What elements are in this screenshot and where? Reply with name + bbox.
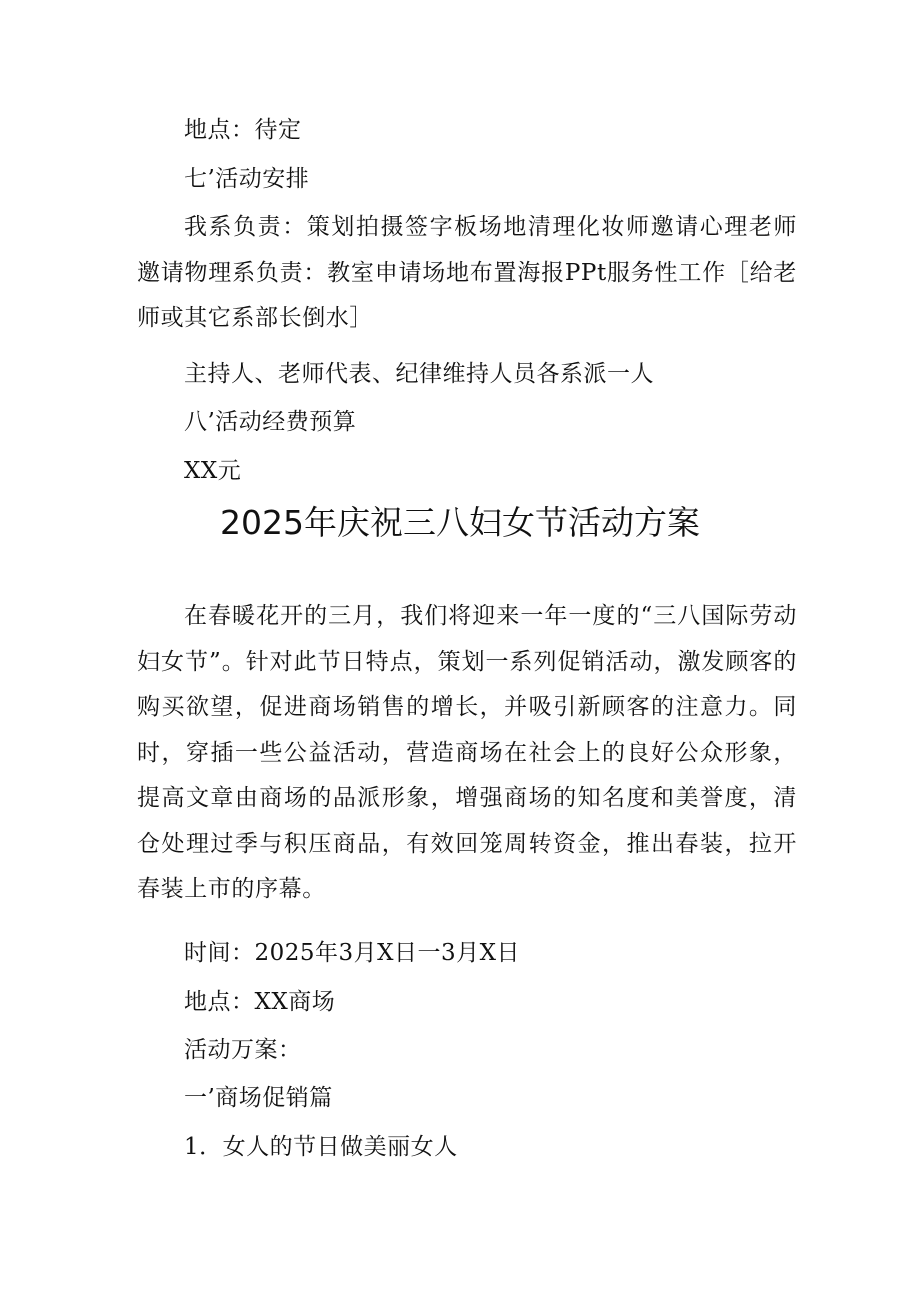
staff-line: 主持人、老师代表、纪律维持人员各系派一人	[184, 361, 654, 387]
budget-line: XX元	[184, 458, 242, 484]
time-line: 时间：2025年3月X日一3月X日	[184, 940, 521, 966]
item-1-line: 1．女人的节日做美丽女人	[184, 1134, 458, 1160]
part-1-heading: 一’商场促销篇	[184, 1085, 333, 1111]
intro-paragraph: 在春暖花开的三月，我们将迎来一年一度的“三八国际劳动妇女节”。针对此节日特点，策划一系列促销活动，激发顾客的购买欲望，促进商场销售的增长，并吸引新顾客的注意力。同时，穿插一些公益活动，营造商场在社会上的良好公众形象，提高文章由商场的品派形象，增强商场的知名度和美誉度，清仓处理过季与积压商品，有效回笼周转资金，推出春装，拉开春装上市的序幕。	[137, 603, 797, 902]
section-7-heading: 七’活动安排	[184, 166, 310, 192]
page-title: 2025年庆祝三八妇女节活动方案	[220, 503, 700, 542]
section-8-heading: 八’活动经费预算	[184, 409, 357, 435]
responsibility-paragraph: 我系负责：策划拍摄签字板场地清理化妆师邀请心理老师邀请物理系负责：教室申请场地布置海报PPt服务性工作［给老师或其它系部长倒水］	[137, 214, 797, 331]
place-line: 地点：XX商场	[184, 989, 336, 1015]
location-line: 地点：待定	[184, 117, 302, 143]
plan-label: 活动万案：	[184, 1037, 302, 1063]
